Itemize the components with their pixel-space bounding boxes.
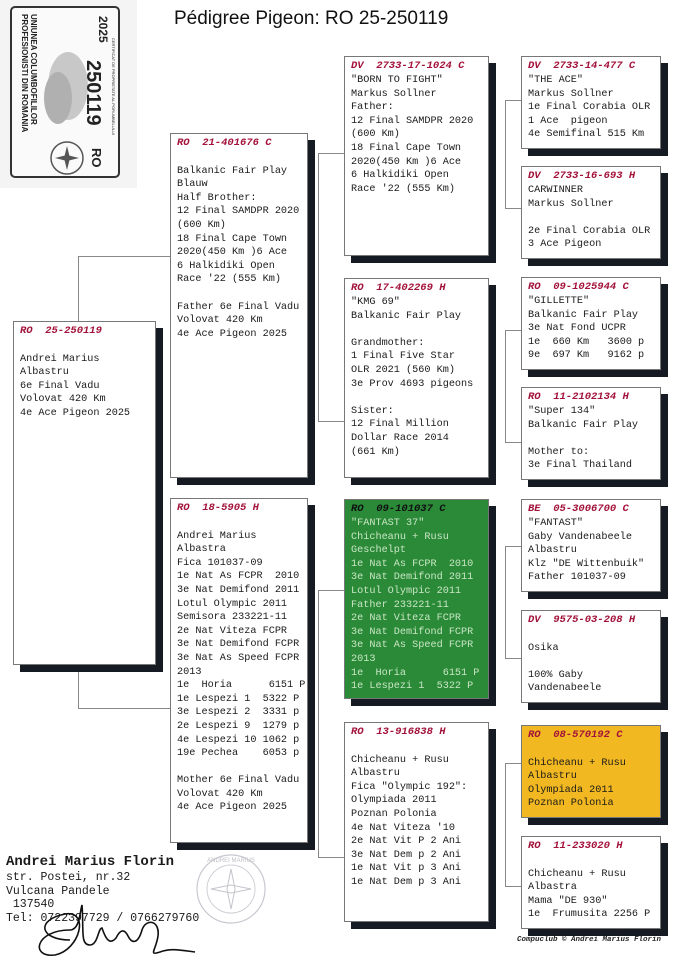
card-text-line: 18 Final Cape Town	[351, 142, 462, 154]
card-text-line: Olympiada 2011	[351, 795, 437, 807]
pigeon-card-mf-dam[interactable]	[521, 610, 661, 703]
page-title: Pédigree Pigeon: RO 25-250119	[174, 8, 449, 29]
card-text-line: Father:	[351, 102, 394, 114]
card-text-line: Vandenabeele	[528, 683, 602, 695]
card-text-line: "THE ACE"	[528, 75, 584, 86]
card-text-line: 2020(450 Km )6 Ace	[351, 156, 462, 168]
card-text-line: Chicheanu + Rusu	[528, 868, 626, 880]
line-spacer	[528, 854, 654, 868]
line-spacer	[528, 655, 654, 669]
pigeon-card-father-dam[interactable]	[344, 278, 489, 478]
ring-number: RO 11-2102134 H	[528, 391, 629, 403]
card-text-line: (661 Km)	[351, 446, 400, 458]
line-spacer	[177, 761, 301, 775]
line-spacer	[351, 740, 482, 754]
card-text-line: 3e Nat Demifond 2011	[177, 584, 300, 596]
connector-line	[505, 546, 521, 547]
card-text-line: Dollar Race 2014	[351, 432, 449, 444]
card-text-line: Father 233221-11	[351, 599, 449, 611]
line-spacer	[528, 432, 654, 446]
card-text-line: 2e Final Corabia OLR	[528, 225, 651, 237]
ring-number: RO 08-570192 C	[528, 729, 623, 741]
card-text-line: 12 Final SAMDPR 2020	[351, 115, 474, 127]
card-text-line: 6 Halkidiki Open	[177, 260, 275, 272]
stamp-number: 250119	[82, 60, 104, 126]
card-text-line: 1e 660 Km 3600 p	[528, 336, 645, 348]
card-text-line: Andrei Marius	[20, 353, 100, 365]
card-text-line: 12 Final Million	[351, 419, 449, 431]
connector-line	[78, 256, 79, 321]
footer-credit: Compuclub © Andrei Marius Florin	[517, 936, 662, 944]
card-text-line: Albastru	[351, 768, 400, 780]
line-spacer	[528, 211, 654, 225]
card-text-line: "FANTAST 37"	[351, 518, 425, 529]
card-text-line: Chicheanu + Rusu	[351, 754, 449, 766]
card-text-line: 4e Ace Pigeon 2025	[177, 328, 288, 340]
connector-line	[505, 763, 506, 886]
line-spacer	[177, 287, 301, 301]
signature-icon	[20, 900, 200, 962]
ring-number: RO 21-401676 C	[177, 137, 272, 149]
connector-line	[505, 886, 521, 887]
card-text-line: Father 6e Final Vadu	[177, 301, 300, 313]
connector-line	[78, 256, 170, 257]
card-text-line: Semisora 233221-11	[177, 612, 288, 624]
pigeon-card-mother[interactable]	[170, 498, 308, 843]
owner-postcode: 137540	[6, 898, 55, 911]
card-text-line: 4e Ace Pigeon 2025	[20, 407, 131, 419]
card-text-line: Osika	[528, 642, 559, 654]
card-text-line: 1 Final Five Star	[351, 351, 455, 363]
card-text-line: Mother to:	[528, 446, 590, 458]
card-text-line: Albastra	[528, 882, 577, 894]
card-text-line: 1e Frumusita 2256 P	[528, 909, 651, 921]
card-text-line: 4e Lespezi 10 1062 p	[177, 734, 300, 746]
connector-line	[78, 665, 79, 708]
ownership-certificate-stamp	[0, 0, 137, 188]
card-text-line: 1e Nat Dem p 3 Ani	[351, 876, 462, 888]
connector-line	[505, 763, 521, 764]
card-text-line: 6e Final Vadu	[20, 380, 100, 392]
line-spacer	[528, 628, 654, 642]
card-text-line: 12 Final SAMDPR 2020	[177, 206, 300, 218]
card-text-line: (600 Km)	[351, 129, 400, 141]
card-text-line: Balkanic Fair Play	[528, 419, 639, 431]
card-text-line: Albastru	[20, 367, 69, 379]
card-text-line: 1e Horia 6151 P	[177, 680, 306, 692]
card-text-line: Chicheanu + Rusu	[351, 531, 449, 543]
card-text-line: "Super 134"	[528, 406, 596, 417]
card-text-line: Chicheanu + Rusu	[528, 757, 626, 769]
card-text-line: Andrei Marius	[177, 530, 257, 542]
card-text-line: OLR 2021 (560 Km)	[351, 364, 455, 376]
card-text-line: 3 Ace Pigeon	[528, 239, 602, 251]
card-text-line: Balkanic Fair Play	[177, 165, 288, 177]
card-text-line: 3e Prov 4693 pigeons	[351, 378, 474, 390]
card-text-line: Volovat 420 Km	[177, 788, 263, 800]
card-text-line: Fica 101037-09	[177, 557, 263, 569]
card-text-line: Markus Sollner	[528, 88, 614, 100]
card-text-line: 4e Ace Pigeon 2025	[177, 802, 288, 814]
card-text-line: 1e Final Corabia OLR	[528, 102, 651, 114]
card-text-line: 3e Nat Demifond 2011	[351, 572, 474, 584]
card-text-line: 3e Nat Demifond FCPR	[351, 626, 474, 638]
card-text-line: Albastru	[528, 771, 577, 783]
card-text-line: Markus Sollner	[351, 88, 437, 100]
card-text-line: Volovat 420 Km	[177, 315, 263, 327]
pigeon-card-mm-dam[interactable]	[521, 836, 661, 929]
ring-number: RO 18-5905 H	[177, 502, 259, 514]
card-text-line: 19e Pechea 6053 p	[177, 748, 300, 760]
card-text-line: Albastru	[528, 545, 577, 557]
connector-line	[318, 590, 319, 857]
line-spacer	[351, 391, 482, 405]
card-text-line: Balkanic Fair Play	[351, 310, 462, 322]
pigeon-card-mother-sire[interactable]	[344, 499, 489, 699]
connector-line	[505, 100, 521, 101]
card-text-line: "BORN TO FIGHT"	[351, 75, 443, 86]
pigeon-card-fm-sire[interactable]	[521, 277, 661, 370]
card-text-line: Markus Sollner	[528, 198, 614, 210]
card-text-line: 9e 697 Km 9162 p	[528, 350, 645, 362]
pigeon-card-ff-dam[interactable]	[521, 166, 661, 259]
card-text-line: "KMG 69"	[351, 297, 400, 308]
card-text-line: 1e Nat As FCPR 2010	[351, 558, 474, 570]
connector-line	[505, 442, 521, 443]
card-text-line: 2013	[177, 666, 202, 678]
pigeon-card-father-sire[interactable]	[344, 56, 489, 256]
card-text-line: 2020(450 Km )6 Ace	[177, 247, 288, 259]
ring-number: DV 2733-16-693 H	[528, 170, 636, 182]
card-text-line: 4e Semifinal 515 Km	[528, 129, 645, 141]
card-text-line: Poznan Polonia	[528, 798, 614, 810]
card-text-line: 3e Nat As Speed FCPR	[177, 652, 300, 664]
connector-line	[505, 208, 521, 209]
card-text-line: 1e Lespezi 1 5322 P	[351, 681, 474, 693]
card-text-line: 100% Gaby	[528, 669, 584, 681]
card-text-line: Albastra	[177, 544, 226, 556]
ring-number: RO 09-1025944 C	[528, 281, 629, 293]
line-spacer	[177, 516, 301, 530]
stamp-country: RO	[89, 148, 104, 168]
pigeon-card-mother-dam[interactable]	[344, 722, 489, 922]
card-text-line: "FANTAST"	[528, 518, 584, 529]
card-text-line: 1e Nat As FCPR 2010	[177, 571, 300, 583]
connector-line	[318, 153, 319, 421]
card-text-line: 3e Nat As Speed FCPR	[351, 640, 474, 652]
card-text-line: 2013	[351, 653, 376, 665]
card-text-line: 3e Lespezi 2 3331 p	[177, 707, 300, 719]
ring-number: DV 2733-17-1024 C	[351, 60, 465, 72]
card-text-line: Grandmother:	[351, 337, 425, 349]
connector-line	[318, 153, 344, 154]
card-text-line: Mother 6e Final Vadu	[177, 775, 300, 787]
card-text-line: 18 Final Cape Town	[177, 233, 288, 245]
card-text-line: Poznan Polonia	[351, 808, 437, 820]
owner-seal-icon	[194, 852, 268, 926]
owner-address-city: Vulcana Pandele	[6, 884, 110, 898]
card-text-line: 1 Ace pigeon	[528, 115, 608, 127]
ring-number: RO 09-101037 C	[351, 503, 446, 515]
ring-number: RO 11-233020 H	[528, 840, 623, 852]
owner-address-street: str. Postei, nr.32	[6, 871, 131, 884]
card-text-line: 3e Final Thailand	[528, 460, 632, 472]
line-spacer	[177, 151, 301, 165]
connector-line	[78, 708, 170, 709]
connector-line	[318, 590, 344, 591]
connector-line	[505, 546, 506, 658]
card-text-line: 1e Horia 6151 P	[351, 667, 480, 679]
connector-line	[505, 330, 506, 442]
card-text-line: Half Brother:	[177, 192, 257, 204]
seal-text: ANDREI MARIUS	[207, 858, 255, 864]
card-text-line: 3e Nat Fond UCPR	[528, 323, 626, 335]
ring-number: RO 17-402269 H	[351, 282, 446, 294]
owner-phone: Tel: 0722397729 / 0766279760	[6, 911, 200, 925]
card-text-line: Klz "DE Wittenbuik"	[528, 558, 645, 570]
card-text-line: Volovat 420 Km	[20, 394, 106, 406]
card-text-line: 1e Lespezi 1 5322 P	[177, 693, 300, 705]
card-text-line: 4e Nat Viteza '10	[351, 822, 455, 834]
stamp-year: 2025	[96, 16, 110, 43]
pigeon-card-subject[interactable]	[13, 321, 156, 665]
ring-number: RO 25-250119	[20, 325, 102, 337]
connector-line	[505, 330, 521, 331]
stamp-org-line1: UNIUNEA COLUMBOFILILOR	[29, 14, 38, 125]
card-text-line: Mama "DE 930"	[528, 895, 608, 907]
pigeon-card-ff-sire[interactable]	[521, 56, 661, 149]
card-text-line: Gaby Vandenabeele	[528, 531, 632, 543]
card-text-line: "GILLETTE"	[528, 296, 590, 307]
card-text-line: Father 101037-09	[528, 572, 626, 584]
card-text-line: 2e Lespezi 9 1279 p	[177, 720, 300, 732]
card-text-line: Lotul Olympic 2011	[177, 598, 288, 610]
card-text-line: Blauw	[177, 179, 208, 191]
card-text-line: Fica "Olympic 192":	[351, 781, 468, 793]
pigeon-card-mf-sire[interactable]	[521, 499, 661, 592]
ring-number: RO 13-916838 H	[351, 726, 446, 738]
connector-line	[318, 857, 344, 858]
card-text-line: Olympiada 2011	[528, 784, 614, 796]
card-text-line: 3e Nat Demifond FCPR	[177, 639, 300, 651]
card-text-line: (600 Km)	[177, 219, 226, 231]
line-spacer	[528, 743, 654, 757]
stamp-caption: CERTIFICAT DE PROPRIETATE AL PORUMBELULUI	[111, 38, 116, 135]
card-text-line: CARWINNER	[528, 185, 584, 196]
card-text-line: Lotul Olympic 2011	[351, 585, 462, 597]
card-text-line: Sister:	[351, 405, 394, 417]
card-text-line: Balkanic Fair Play	[528, 309, 639, 321]
card-text-line: Race '22 (555 Km)	[177, 274, 281, 286]
connector-line	[505, 658, 521, 659]
card-text-line: Geschelpt	[351, 545, 407, 557]
ring-number: BE 05-3006700 C	[528, 503, 629, 515]
line-spacer	[351, 323, 482, 337]
pigeon-card-mm-sire[interactable]	[521, 725, 661, 818]
connector-line	[505, 100, 506, 208]
ring-number: DV 9575-03-208 H	[528, 614, 636, 626]
pigeon-card-father[interactable]	[170, 133, 308, 478]
card-text-line: 2e Nat Vit P 2 Ani	[351, 836, 462, 848]
card-text-line: 2e Nat Viteza FCPR	[351, 613, 462, 625]
card-text-line: 1e Nat Vit p 3 Ani	[351, 863, 462, 875]
stamp-org-line2: PROFESIONISTI DIN ROMANIA	[20, 14, 29, 133]
card-text-line: Race '22 (555 Km)	[351, 183, 455, 195]
connector-line	[318, 421, 344, 422]
card-text-line: 3e Nat Dem p 2 Ani	[351, 849, 462, 861]
pigeon-card-fm-dam[interactable]	[521, 387, 661, 480]
ring-number: DV 2733-14-477 C	[528, 60, 636, 72]
card-text-line: 6 Halkidiki Open	[351, 170, 449, 182]
card-text-line: 2e Nat Viteza FCPR	[177, 625, 288, 637]
line-spacer	[20, 339, 149, 353]
owner-name: Andrei Marius Florin	[6, 854, 175, 870]
